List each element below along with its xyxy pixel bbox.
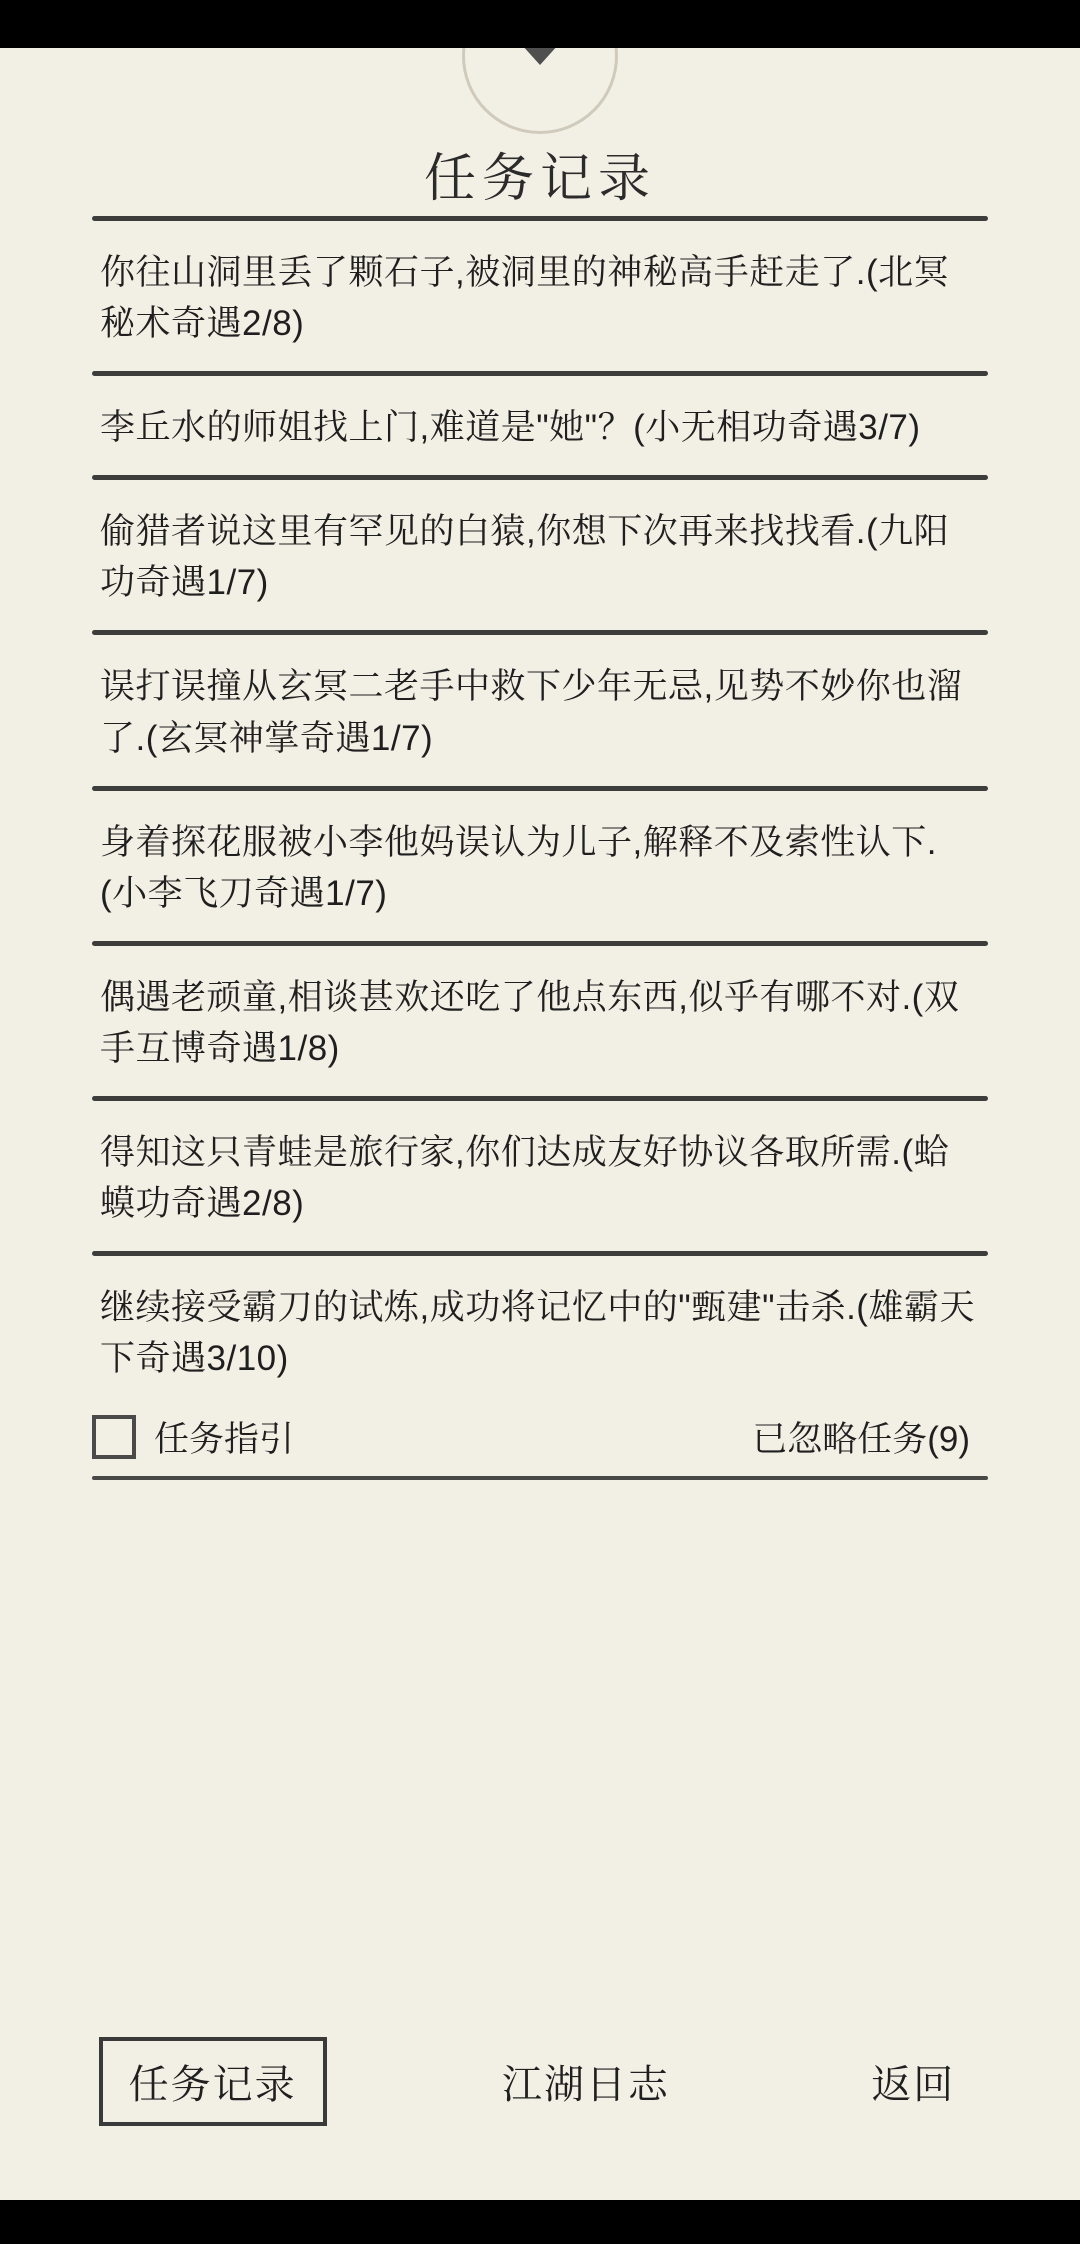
bottom-nav: [0, 2037, 1080, 2126]
bottom-black-bar: [0, 2200, 1080, 2244]
quest-list-footer: [92, 1406, 988, 1476]
list-item[interactable]: 你往山洞里丢了颗石子,被洞里的神秘高手赶走了.(北冥秘术奇遇2/8): [100, 253, 950, 344]
divider: [92, 1251, 988, 1256]
list-item[interactable]: 身着探花服被小李他妈误认为儿子,解释不及索性认下.(小李飞刀奇遇1/7): [100, 822, 937, 913]
page-title: 任务记录: [423, 150, 656, 208]
collapse-panel-button[interactable]: [462, 48, 618, 134]
list-item[interactable]: 偷猎者说这里有罕见的白猿,你想下次再来找找看.(九阳功奇遇1/7): [100, 512, 950, 603]
list-item[interactable]: 李丘水的师姐找上门,难道是"她"？(小无相功奇遇3/7): [100, 408, 921, 448]
list-item[interactable]: 误打误撞从玄冥二老手中救下少年无忌,见势不妙你也溜了.(玄冥神掌奇遇1/7): [100, 667, 963, 758]
ignored-quests-button[interactable]: 已忽略任务(9): [752, 1420, 970, 1460]
quest-log-panel: [0, 48, 1080, 2200]
divider: [92, 941, 988, 946]
divider: [92, 371, 988, 376]
divider: [92, 216, 988, 221]
list-item[interactable]: 继续接受霸刀的试炼,成功将记忆中的"甄建"击杀.(雄霸天下奇遇3/10): [100, 1288, 975, 1379]
divider: [92, 630, 988, 635]
back-button[interactable]: 返回: [871, 2063, 956, 2107]
quest-guide-checkbox[interactable]: [92, 1415, 136, 1459]
arrow-down-icon: [484, 48, 596, 65]
divider: [92, 1096, 988, 1101]
top-black-bar: [0, 0, 1080, 48]
quest-guide-label: 任务指引: [154, 1420, 295, 1460]
divider: [92, 475, 988, 480]
list-item[interactable]: 得知这只青蛙是旅行家,你们达成友好协议各取所需.(蛤蟆功奇遇2/8): [100, 1133, 950, 1224]
tab-quest-log[interactable]: 任务记录: [99, 2037, 327, 2126]
divider: [92, 786, 988, 791]
list-item[interactable]: 偶遇老顽童,相谈甚欢还吃了他点东西,似乎有哪不对.(双手互博奇遇1/8): [100, 977, 960, 1068]
divider: [92, 1476, 988, 1480]
quest-list: [0, 216, 1080, 1480]
quest-guide-toggle[interactable]: [92, 1412, 294, 1462]
tab-journal[interactable]: 江湖日志: [501, 2063, 670, 2107]
